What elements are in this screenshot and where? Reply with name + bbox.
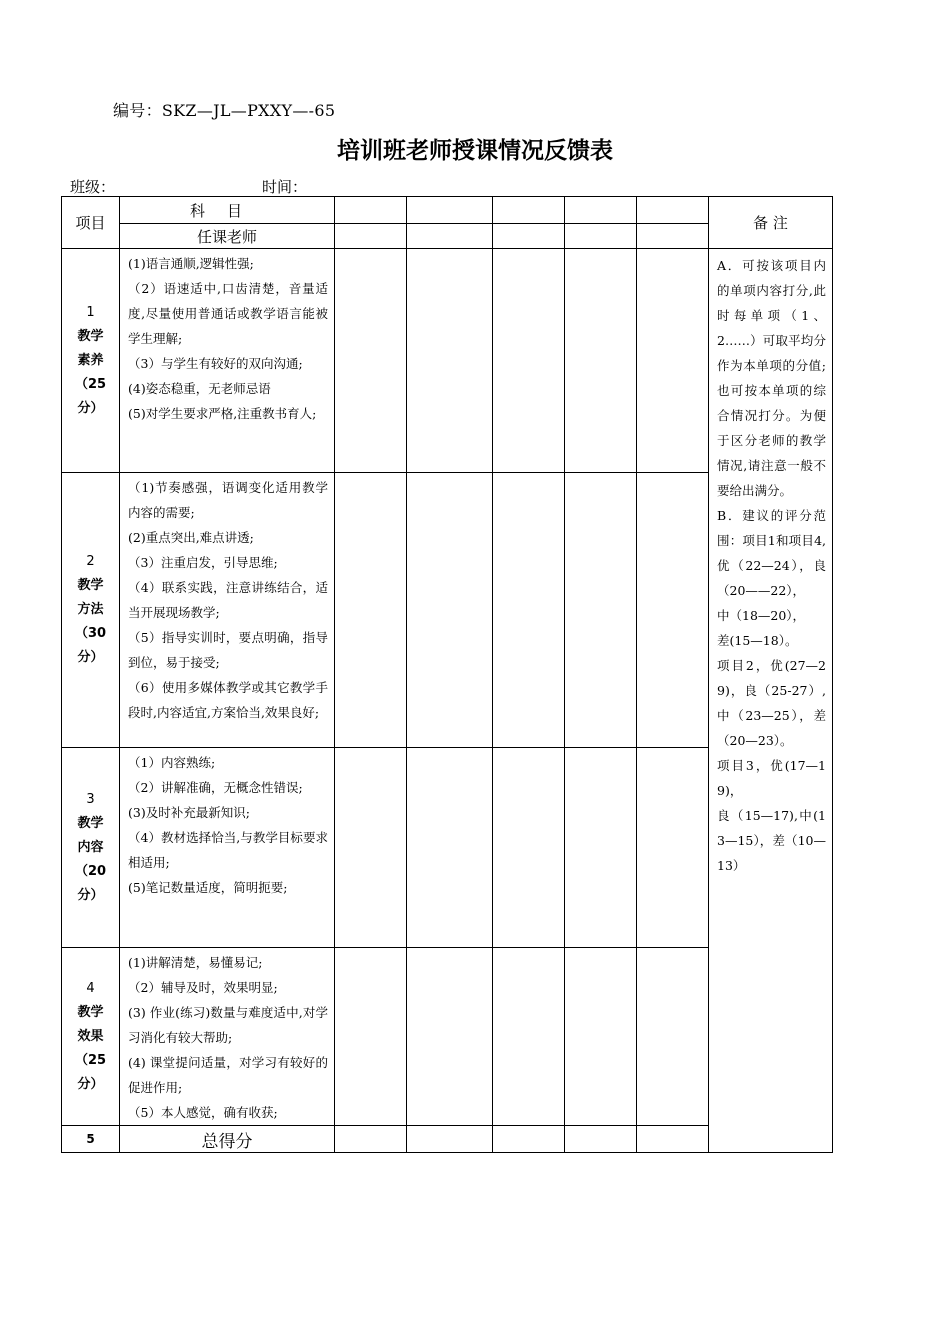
score-cell[interactable] bbox=[565, 224, 637, 249]
time-label: 时间： bbox=[262, 178, 308, 196]
score-cell[interactable] bbox=[565, 948, 637, 1126]
score-cell[interactable] bbox=[637, 197, 709, 224]
criterion: (2)重点突出,难点讲透; bbox=[128, 530, 254, 545]
score-cell[interactable] bbox=[493, 748, 565, 948]
score-cell[interactable] bbox=[407, 748, 493, 948]
section-label bbox=[62, 249, 120, 473]
header-teacher: 任课老师 bbox=[120, 224, 335, 249]
score-cell[interactable] bbox=[335, 473, 407, 748]
criterion: (5)笔记数量适度，简明扼要; bbox=[128, 880, 288, 895]
feedback-table bbox=[61, 196, 833, 1153]
criterion: （1）内容熟练; bbox=[128, 755, 216, 770]
remark-line: 差(15—18）。 bbox=[717, 633, 798, 648]
criterion: （2）语速适中,口齿清楚，音量适度,尽量使用普通话或教学语言能被学生理解; bbox=[128, 281, 328, 346]
remark-line: 项目3，优(17—19)， bbox=[717, 758, 826, 798]
score-cell[interactable] bbox=[565, 473, 637, 748]
score-cell[interactable] bbox=[637, 948, 709, 1126]
section-name: 教学 bbox=[77, 578, 104, 593]
section-score: 分） bbox=[77, 887, 104, 903]
criterion: (1)讲解清楚，易懂易记; bbox=[128, 955, 263, 970]
section-number: 1 bbox=[86, 304, 95, 320]
section-name: 素养 bbox=[77, 352, 104, 368]
criterion: （2）讲解准确，无概念性错误; bbox=[128, 780, 303, 795]
section-score: （25 bbox=[74, 376, 107, 392]
score-cell[interactable] bbox=[335, 249, 407, 473]
remark-line: 项目2，优(27—29)，良（25-27）,中（23—25），差（20—23）。 bbox=[717, 658, 826, 748]
header-remarks: 备 注 bbox=[709, 197, 833, 249]
score-cell[interactable] bbox=[407, 249, 493, 473]
section-number: 4 bbox=[86, 980, 95, 996]
score-cell[interactable] bbox=[637, 249, 709, 473]
total-score-cell[interactable] bbox=[335, 1126, 407, 1153]
score-cell[interactable] bbox=[407, 224, 493, 249]
criterion: （1)节奏感强，语调变化适用教学内容的需要; bbox=[128, 480, 328, 520]
score-cell[interactable] bbox=[637, 473, 709, 748]
total-number: 5 bbox=[62, 1126, 120, 1153]
score-cell[interactable] bbox=[493, 948, 565, 1126]
score-cell[interactable] bbox=[565, 249, 637, 473]
remark-line: B．建议的评分范围：项目1和项目4,优（22—24），良（20——22）， bbox=[717, 508, 826, 598]
criterion: （4）联系实践，注意讲练结合，适当开展现场教学; bbox=[128, 580, 328, 620]
score-cell[interactable] bbox=[637, 748, 709, 948]
criterion: (3)及时补充最新知识; bbox=[128, 805, 250, 820]
form-title: 培训班老师授课情况反馈表 bbox=[337, 138, 613, 164]
section-score: 分） bbox=[77, 650, 104, 665]
remark-line: A．可按该项目内的单项内容打分,此时每单项（1、2……）可取平均分作为本单项的分值;也可按本单项的综合情况打分。为便于区分老师的教学情况,请注意一般不要给出满分。 bbox=[717, 258, 826, 498]
criteria-cell bbox=[120, 249, 335, 473]
score-cell[interactable] bbox=[335, 224, 407, 249]
header-subject: 科目 bbox=[120, 197, 335, 224]
criterion: （3）注重启发，引导思维; bbox=[128, 555, 278, 570]
section-score: （30 bbox=[74, 626, 107, 641]
criteria-cell bbox=[120, 948, 335, 1126]
remarks-cell bbox=[709, 249, 833, 1153]
score-cell[interactable] bbox=[335, 748, 407, 948]
total-score-cell[interactable] bbox=[493, 1126, 565, 1153]
score-cell[interactable] bbox=[493, 224, 565, 249]
remark-line: 良（15—17),中(13—15），差（10—13） bbox=[717, 808, 826, 873]
score-cell[interactable] bbox=[493, 249, 565, 473]
section-number: 2 bbox=[86, 554, 95, 569]
criterion: (4) 课堂提问适量，对学习有较好的促进作用; bbox=[128, 1055, 328, 1095]
total-score-cell[interactable] bbox=[565, 1126, 637, 1153]
section-score: （25 bbox=[74, 1052, 107, 1068]
section-name: 效果 bbox=[77, 1028, 104, 1044]
criterion: (4)姿态稳重，无老师忌语 bbox=[128, 381, 271, 396]
section-label bbox=[62, 748, 120, 948]
criterion: （4）教材选择恰当,与教学目标要求相适用; bbox=[128, 830, 328, 870]
criterion: （6）使用多媒体教学或其它教学手段时,内容适宜,方案恰当,效果良好; bbox=[128, 680, 328, 720]
header-item: 项目 bbox=[62, 197, 120, 249]
criterion: (5)对学生要求严格,注重教书育人; bbox=[128, 406, 317, 421]
criterion: （5）指导实训时，要点明确，指导到位，易于接受; bbox=[128, 630, 328, 670]
score-cell[interactable] bbox=[335, 948, 407, 1126]
score-cell[interactable] bbox=[407, 948, 493, 1126]
score-cell[interactable] bbox=[493, 473, 565, 748]
criteria-cell bbox=[120, 748, 335, 948]
remark-line: 中（18—20）， bbox=[717, 608, 806, 623]
total-score-cell[interactable] bbox=[637, 1126, 709, 1153]
section-score: 分） bbox=[77, 400, 104, 416]
score-cell[interactable] bbox=[407, 197, 493, 224]
criterion: (1)语言通顺,逻辑性强; bbox=[128, 256, 254, 271]
section-score: 分） bbox=[77, 1076, 104, 1092]
criterion: （3）与学生有较好的双向沟通; bbox=[128, 356, 303, 371]
score-cell[interactable] bbox=[407, 473, 493, 748]
total-score-cell[interactable] bbox=[407, 1126, 493, 1153]
class-label: 班级： bbox=[70, 178, 116, 196]
section-name: 内容 bbox=[77, 839, 104, 855]
score-cell[interactable] bbox=[565, 748, 637, 948]
section-name: 方法 bbox=[77, 602, 104, 617]
section-number: 3 bbox=[86, 791, 95, 807]
score-cell[interactable] bbox=[493, 197, 565, 224]
section-name: 教学 bbox=[77, 328, 104, 344]
criteria-cell bbox=[120, 473, 335, 748]
criterion: （5）本人感觉，确有收获; bbox=[128, 1105, 278, 1120]
score-cell[interactable] bbox=[335, 197, 407, 224]
criterion: （2）辅导及时，效果明显; bbox=[128, 980, 278, 995]
score-cell[interactable] bbox=[637, 224, 709, 249]
criterion: (3) 作业(练习)数量与难度适中,对学习消化有较大帮助; bbox=[128, 1005, 328, 1045]
section-score: （20 bbox=[74, 863, 107, 879]
total-label: 总得分 bbox=[120, 1126, 335, 1153]
score-cell[interactable] bbox=[565, 197, 637, 224]
section-label bbox=[62, 948, 120, 1126]
form-code: 编号：SKZ—JL—PXXY—-65 bbox=[113, 101, 336, 120]
section-label bbox=[62, 473, 120, 748]
section-name: 教学 bbox=[77, 815, 104, 831]
section-name: 教学 bbox=[77, 1004, 104, 1020]
